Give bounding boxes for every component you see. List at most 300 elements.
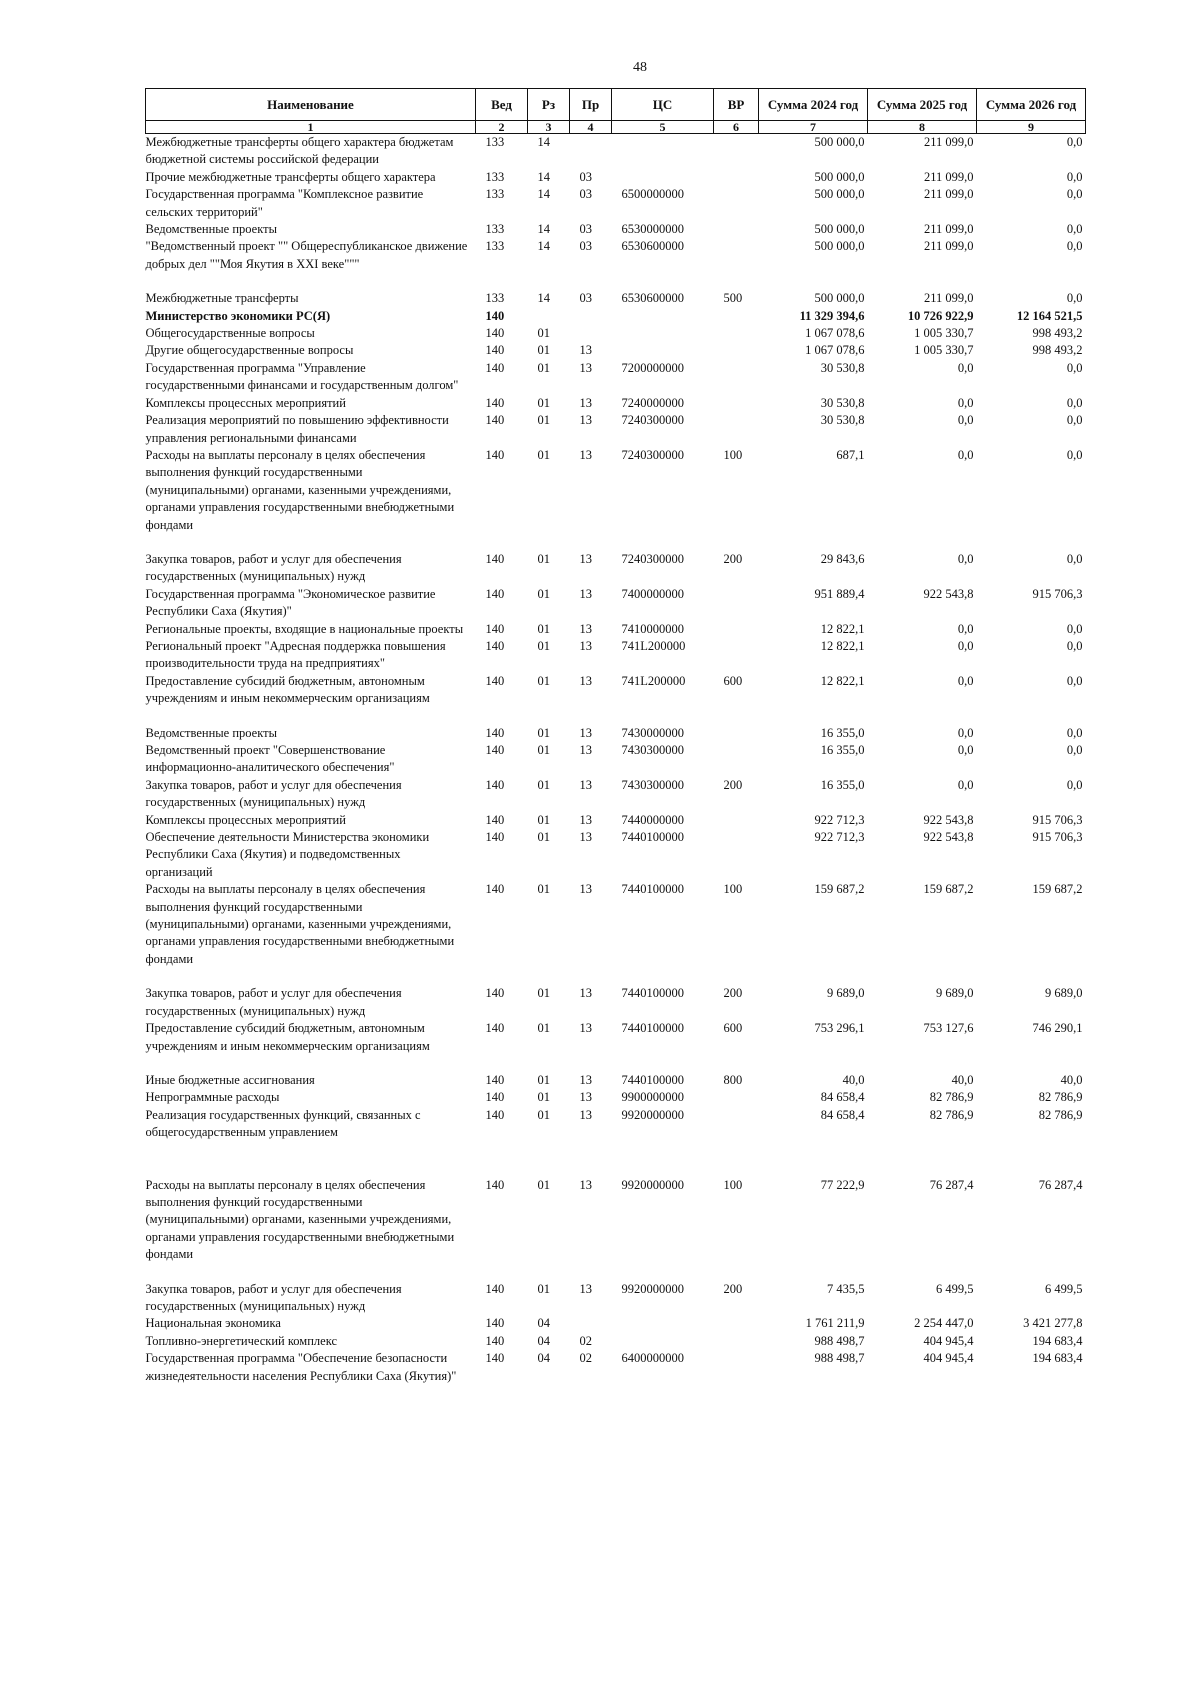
cs-cell: 7240300000 (621, 447, 684, 462)
name-cell: Национальная экономика (145, 1316, 281, 1331)
column-number: 1 (146, 121, 476, 134)
vr-cell (714, 1315, 759, 1332)
name-cell: Ведомственные проекты (145, 222, 278, 237)
vr-cell: 200 (723, 777, 743, 792)
pr-cell (570, 325, 612, 342)
table-row (146, 586, 1086, 621)
table-row (146, 169, 1086, 186)
header-cell: ЦС (612, 89, 714, 121)
vr-cell (714, 342, 759, 359)
name-cell: Расходы на выплаты персоналу в целях обеспечения выполнения функций государственными (муниципальными) органами, казенными учреждениями, органами управления государственными внебюджетными фондами (145, 882, 455, 966)
cs-cell (612, 308, 714, 325)
rz-cell: 01 (537, 1177, 550, 1192)
name-cell: Предоставление субсидий бюджетным, автономным учреждениям и иным некоммерческим организациям (145, 1021, 430, 1053)
sum-2026-cell: 76 287,4 (1038, 1177, 1083, 1192)
pr-cell: 02 (579, 1351, 592, 1366)
pr-cell: 13 (579, 413, 592, 428)
column-number: 8 (868, 121, 977, 134)
cs-cell: 6500000000 (621, 187, 684, 202)
ved-cell: 140 (485, 395, 505, 410)
sum-2024-cell: 84 658,4 (820, 1090, 865, 1105)
pr-cell: 03 (579, 222, 592, 237)
vr-cell (714, 1107, 759, 1177)
sum-2024-cell: 1 067 078,6 (805, 343, 865, 358)
rz-cell: 01 (537, 830, 550, 845)
ved-cell: 140 (485, 673, 505, 688)
rz-cell (528, 308, 570, 325)
cs-cell: 7440100000 (621, 1021, 684, 1036)
cs-cell: 7430000000 (621, 725, 684, 740)
vr-cell (714, 742, 759, 777)
table-row (146, 829, 1086, 881)
table-row (146, 1350, 1086, 1385)
budget-table (145, 88, 1086, 1385)
vr-cell: 100 (723, 882, 743, 897)
cs-cell: 7400000000 (621, 586, 684, 601)
ved-cell: 133 (485, 135, 505, 149)
pr-cell: 13 (579, 882, 592, 897)
sum-2024-cell: 988 498,7 (814, 1333, 865, 1348)
sum-2026-cell: 0,0 (1066, 239, 1083, 254)
vr-cell: 200 (723, 1281, 743, 1296)
sum-2024-cell: 16 355,0 (820, 777, 865, 792)
sum-2025-cell: 0,0 (957, 621, 974, 636)
sum-2025-cell: 0,0 (957, 360, 974, 375)
sum-2025-cell: 753 127,6 (923, 1021, 974, 1036)
pr-cell: 13 (579, 1090, 592, 1105)
table-row (146, 621, 1086, 638)
header-cell: Пр (570, 89, 612, 121)
pr-cell: 13 (579, 621, 592, 636)
rz-cell: 01 (537, 413, 550, 428)
ved-cell: 140 (485, 1090, 505, 1105)
cs-cell (612, 169, 714, 186)
cs-cell: 7440000000 (621, 812, 684, 827)
ved-cell: 140 (485, 986, 505, 1001)
rz-cell: 01 (537, 447, 550, 462)
ved-cell: 140 (485, 360, 505, 375)
ved-cell: 133 (485, 169, 505, 184)
cs-cell: 9920000000 (621, 1107, 684, 1122)
sum-2024-cell: 500 000,0 (814, 169, 865, 184)
vr-cell: 500 (723, 291, 743, 306)
header-cell: ВР (714, 89, 759, 121)
vr-cell: 100 (723, 447, 743, 462)
sum-2024-cell: 500 000,0 (814, 291, 865, 306)
rz-cell: 01 (537, 1090, 550, 1105)
pr-cell: 13 (579, 1281, 592, 1296)
sum-2025-cell: 922 543,8 (923, 586, 974, 601)
sum-2025-cell: 1 005 330,7 (914, 343, 974, 358)
ved-cell: 140 (485, 1316, 505, 1331)
table-row (146, 395, 1086, 412)
table-row (146, 134, 1086, 169)
name-cell: Межбюджетные трансферты общего характера бюджетам бюджетной системы российской федерации (145, 135, 454, 167)
sum-2024-cell: 30 530,8 (820, 360, 865, 375)
sum-2025-cell: 211 099,0 (923, 291, 974, 306)
sum-2026-cell: 0,0 (1066, 638, 1083, 653)
cs-cell: 9920000000 (621, 1177, 684, 1192)
ved-cell: 140 (485, 1107, 505, 1122)
name-cell: Межбюджетные трансферты (145, 291, 299, 306)
rz-cell: 01 (537, 1072, 550, 1087)
table-row (146, 742, 1086, 777)
name-cell: Государственная программа "Управление государственными финансами и государственным долгом" (145, 360, 459, 393)
pr-cell: 13 (579, 395, 592, 410)
pr-cell: 02 (579, 1333, 592, 1348)
table-row (146, 290, 1086, 307)
column-number: 9 (977, 121, 1086, 134)
rz-cell: 01 (537, 360, 550, 375)
column-number: 7 (759, 121, 868, 134)
sum-2026-cell: 6 499,5 (1045, 1281, 1083, 1296)
cs-cell: 7440100000 (621, 830, 684, 845)
sum-2025-cell: 1 005 330,7 (914, 326, 974, 341)
name-cell: Иные бюджетные ассигнования (145, 1072, 315, 1087)
cs-cell: 7240300000 (621, 413, 684, 428)
vr-cell (714, 325, 759, 342)
sum-2026-cell: 82 786,9 (1038, 1107, 1083, 1122)
table-row (146, 342, 1086, 359)
sum-2026-cell: 998 493,2 (1032, 326, 1083, 341)
vr-cell: 200 (723, 986, 743, 1001)
header-cell: Рз (528, 89, 570, 121)
rz-cell: 01 (537, 1281, 550, 1296)
name-cell: Государственная программа "Экономическое развитие Республики Саха (Якутия)" (145, 586, 436, 619)
vr-cell (714, 586, 759, 621)
ved-cell: 140 (485, 586, 505, 601)
sum-2025-cell: 0,0 (957, 447, 974, 462)
cs-cell: 7440100000 (621, 1072, 684, 1087)
cs-cell: 7430300000 (621, 777, 684, 792)
pr-cell: 03 (579, 169, 592, 184)
ved-cell: 140 (485, 308, 505, 323)
header-cell: Сумма 2026 год (977, 89, 1086, 121)
sum-2024-cell: 1 761 211,9 (805, 1316, 865, 1331)
sum-2024-cell: 9 689,0 (827, 986, 865, 1001)
ved-cell: 140 (485, 621, 505, 636)
table-row (146, 1315, 1086, 1332)
rz-cell: 01 (537, 343, 550, 358)
vr-cell (714, 186, 759, 221)
pr-cell: 13 (579, 1177, 592, 1192)
sum-2026-cell: 0,0 (1066, 673, 1083, 688)
rz-cell: 01 (537, 586, 550, 601)
rz-cell: 01 (537, 621, 550, 636)
sum-2024-cell: 11 329 394,6 (799, 308, 865, 323)
table-row (146, 412, 1086, 447)
rz-cell: 01 (537, 1021, 550, 1036)
rz-cell: 01 (537, 326, 550, 341)
name-cell: "Ведомственный проект "" Общереспубликанское движение добрых дел ""Моя Якутия в XXI веке""" (145, 239, 468, 271)
pr-cell: 13 (579, 673, 592, 688)
sum-2026-cell: 998 493,2 (1032, 343, 1083, 358)
vr-cell (714, 360, 759, 395)
page-number: 48 (633, 60, 647, 75)
sum-2026-cell: 915 706,3 (1032, 586, 1083, 601)
column-number: 5 (612, 121, 714, 134)
sum-2026-cell: 915 706,3 (1032, 812, 1083, 827)
pr-cell (570, 1315, 612, 1332)
ved-cell: 140 (485, 882, 505, 897)
vr-cell (714, 412, 759, 447)
sum-2024-cell: 29 843,6 (820, 551, 865, 566)
name-cell: Прочие межбюджетные трансферты общего характера (145, 169, 436, 184)
sum-2024-cell: 753 296,1 (814, 1021, 865, 1036)
table-row (146, 881, 1086, 985)
sum-2025-cell: 0,0 (957, 725, 974, 740)
vr-cell (714, 1350, 759, 1385)
sum-2025-cell: 82 786,9 (929, 1090, 974, 1105)
table-row (146, 308, 1086, 325)
name-cell: Обеспечение деятельности Министерства экономики Республики Саха (Якутия) и подведомственных организаций (145, 830, 430, 879)
vr-cell (714, 812, 759, 829)
cs-cell: 6400000000 (621, 1351, 684, 1366)
name-cell: Закупка товаров, работ и услуг для обеспечения государственных (муниципальных) нужд (145, 777, 402, 810)
sum-2026-cell: 746 290,1 (1032, 1021, 1083, 1036)
sum-2026-cell: 0,0 (1066, 413, 1083, 428)
pr-cell: 03 (579, 291, 592, 306)
sum-2026-cell: 0,0 (1066, 777, 1083, 792)
sum-2025-cell: 10 726 922,9 (907, 308, 974, 323)
ved-cell: 140 (485, 447, 505, 462)
ved-cell: 140 (485, 1177, 505, 1192)
pr-cell: 13 (579, 986, 592, 1001)
vr-cell (714, 238, 759, 290)
cs-cell: 7240300000 (621, 551, 684, 566)
pr-cell: 13 (579, 447, 592, 462)
name-cell: Ведомственные проекты (145, 725, 278, 740)
table-row (146, 221, 1086, 238)
sum-2025-cell: 211 099,0 (923, 169, 974, 184)
name-cell: Комплексы процессных мероприятий (145, 812, 346, 827)
rz-cell: 01 (537, 551, 550, 566)
name-cell: Комплексы процессных мероприятий (145, 395, 346, 410)
sum-2026-cell: 0,0 (1066, 395, 1083, 410)
cs-cell: 6530000000 (621, 222, 684, 237)
sum-2025-cell: 40,0 (951, 1072, 974, 1087)
name-cell: Закупка товаров, работ и услуг для обеспечения государственных (муниципальных) нужд (145, 1281, 402, 1313)
ved-cell: 133 (485, 187, 505, 202)
name-cell: Государственная программа "Обеспечение безопасности жизнедеятельности населения Республики Саха (Якутия)" (145, 1351, 457, 1383)
sum-2024-cell: 951 889,4 (814, 586, 865, 601)
pr-cell: 13 (579, 1072, 592, 1087)
sum-2026-cell: 0,0 (1066, 725, 1083, 740)
name-cell: Другие общегосударственные вопросы (145, 343, 354, 358)
sum-2025-cell: 2 254 447,0 (914, 1316, 974, 1331)
sum-2024-cell: 30 530,8 (820, 395, 865, 410)
sum-2026-cell: 0,0 (1066, 291, 1083, 306)
ved-cell: 140 (485, 551, 505, 566)
sum-2025-cell: 0,0 (957, 673, 974, 688)
sum-2026-cell: 0,0 (1066, 360, 1083, 375)
pr-cell: 13 (579, 777, 592, 792)
sum-2025-cell: 76 287,4 (929, 1177, 974, 1192)
sum-2024-cell: 922 712,3 (814, 830, 865, 845)
cs-cell (612, 1333, 714, 1350)
table-row (146, 1072, 1086, 1089)
name-cell: Реализация государственных функций, связанных с общегосударственным управлением (145, 1107, 421, 1140)
sum-2026-cell: 0,0 (1066, 551, 1083, 566)
sum-2025-cell: 211 099,0 (923, 135, 974, 149)
vr-cell: 200 (723, 551, 743, 566)
column-number: 3 (528, 121, 570, 134)
sum-2026-cell: 0,0 (1066, 187, 1083, 202)
pr-cell: 13 (579, 551, 592, 566)
sum-2025-cell: 404 945,4 (923, 1351, 974, 1366)
sum-2024-cell: 1 067 078,6 (805, 326, 865, 341)
sum-2025-cell: 0,0 (957, 743, 974, 757)
sum-2024-cell: 500 000,0 (814, 239, 865, 254)
pr-cell: 13 (579, 743, 592, 757)
ved-cell: 140 (485, 777, 505, 792)
table-header (146, 89, 1086, 121)
column-number: 6 (714, 121, 759, 134)
sum-2026-cell: 12 164 521,5 (1016, 308, 1083, 323)
rz-cell: 01 (537, 638, 550, 653)
rz-cell: 14 (537, 135, 550, 149)
sum-2025-cell: 0,0 (957, 638, 974, 653)
sum-2025-cell: 0,0 (957, 777, 974, 792)
ved-cell: 133 (485, 291, 505, 306)
cs-cell: 9920000000 (621, 1281, 684, 1296)
sum-2025-cell: 404 945,4 (923, 1333, 974, 1348)
pr-cell: 13 (579, 586, 592, 601)
vr-cell (714, 395, 759, 412)
sum-2024-cell: 7 435,5 (827, 1281, 865, 1296)
rz-cell: 01 (537, 725, 550, 740)
pr-cell: 13 (579, 1107, 592, 1122)
pr-cell (570, 308, 612, 325)
sum-2024-cell: 30 530,8 (820, 413, 865, 428)
table-row (146, 186, 1086, 221)
sum-2024-cell: 16 355,0 (820, 743, 865, 757)
ved-cell: 140 (485, 1021, 505, 1036)
cs-cell: 6530600000 (621, 239, 684, 254)
rz-cell: 01 (537, 777, 550, 792)
ved-cell: 140 (485, 413, 505, 428)
sum-2025-cell: 82 786,9 (929, 1107, 974, 1122)
vr-cell: 100 (723, 1177, 743, 1192)
cs-cell: 7430300000 (621, 743, 684, 757)
vr-cell (714, 621, 759, 638)
table-row (146, 1333, 1086, 1350)
vr-cell (714, 169, 759, 186)
sum-2026-cell: 0,0 (1066, 447, 1083, 462)
table-row (146, 638, 1086, 673)
vr-cell (714, 134, 759, 169)
table-row (146, 985, 1086, 1020)
vr-cell (714, 725, 759, 742)
rz-cell: 14 (537, 291, 550, 306)
ved-cell: 140 (485, 1351, 505, 1366)
rz-cell: 14 (537, 222, 550, 237)
sum-2025-cell: 159 687,2 (923, 882, 974, 897)
header-row (146, 89, 1086, 121)
sum-2024-cell: 159 687,2 (814, 882, 865, 897)
header-cell: Сумма 2024 год (759, 89, 868, 121)
ved-cell: 140 (485, 725, 505, 740)
pr-cell: 13 (579, 360, 592, 375)
sum-2024-cell: 500 000,0 (814, 187, 865, 202)
table-row (146, 325, 1086, 342)
sum-2025-cell: 211 099,0 (923, 222, 974, 237)
sum-2026-cell: 194 683,4 (1032, 1333, 1083, 1348)
pr-cell: 03 (579, 187, 592, 202)
sum-2026-cell: 0,0 (1066, 621, 1083, 636)
cs-cell (612, 325, 714, 342)
rz-cell: 01 (537, 673, 550, 688)
header-cell: Сумма 2025 год (868, 89, 977, 121)
sum-2026-cell: 194 683,4 (1032, 1351, 1083, 1366)
name-cell: Министерство экономики РС(Я) (145, 308, 331, 323)
vr-cell (714, 308, 759, 325)
sum-2024-cell: 84 658,4 (820, 1107, 865, 1122)
table-row (146, 447, 1086, 551)
sum-2025-cell: 0,0 (957, 413, 974, 428)
pr-cell: 13 (579, 812, 592, 827)
sum-2026-cell: 0,0 (1066, 222, 1083, 237)
ved-cell: 140 (485, 1281, 505, 1296)
cs-cell: 7410000000 (621, 621, 684, 636)
pr-cell: 03 (579, 239, 592, 254)
rz-cell: 01 (537, 1107, 550, 1122)
rz-cell: 01 (537, 812, 550, 827)
ved-cell: 140 (485, 638, 505, 653)
ved-cell: 140 (485, 343, 505, 358)
rz-cell: 14 (537, 187, 550, 202)
vr-cell (714, 1333, 759, 1350)
sum-2024-cell: 12 822,1 (820, 638, 865, 653)
cs-cell: 7200000000 (621, 360, 684, 375)
pr-cell: 13 (579, 725, 592, 740)
table-row (146, 1281, 1086, 1316)
ved-cell: 140 (485, 326, 505, 341)
cs-cell: 7240000000 (621, 395, 684, 410)
cs-cell: 7440100000 (621, 882, 684, 897)
sum-2025-cell: 922 543,8 (923, 830, 974, 845)
sum-2025-cell: 211 099,0 (923, 239, 974, 254)
rz-cell: 14 (537, 239, 550, 254)
header-cell: Вед (476, 89, 528, 121)
table-row (146, 1177, 1086, 1281)
rz-cell: 01 (537, 986, 550, 1001)
vr-cell (714, 1089, 759, 1106)
cs-cell: 741L200000 (621, 673, 686, 688)
sum-2024-cell: 16 355,0 (820, 725, 865, 740)
sum-2024-cell: 12 822,1 (820, 673, 865, 688)
vr-cell: 600 (723, 1021, 743, 1036)
rz-cell: 04 (537, 1316, 550, 1331)
sum-2026-cell: 0,0 (1066, 169, 1083, 184)
name-cell: Топливно-энергетический комплекс (145, 1333, 337, 1348)
pr-cell: 13 (579, 343, 592, 358)
name-cell: Региональный проект "Адресная поддержка повышения производительности труда на предприятиях" (145, 638, 446, 671)
name-cell: Расходы на выплаты персоналу в целях обеспечения выполнения функций государственными (муниципальными) органами, казенными учреждениями, органами управления государственными внебюджетными фондами (145, 1177, 455, 1262)
sum-2026-cell: 0,0 (1066, 135, 1083, 149)
sum-2025-cell: 0,0 (957, 551, 974, 566)
sum-2026-cell: 9 689,0 (1045, 986, 1083, 1001)
cs-cell: 9900000000 (621, 1090, 684, 1105)
column-number: 4 (570, 121, 612, 134)
header-cell: Наименование (146, 89, 476, 121)
column-number-row (146, 121, 1086, 134)
sum-2025-cell: 9 689,0 (936, 986, 974, 1001)
pr-cell: 13 (579, 1021, 592, 1036)
vr-cell (714, 221, 759, 238)
sum-2025-cell: 0,0 (957, 395, 974, 410)
sum-2024-cell: 500 000,0 (814, 222, 865, 237)
